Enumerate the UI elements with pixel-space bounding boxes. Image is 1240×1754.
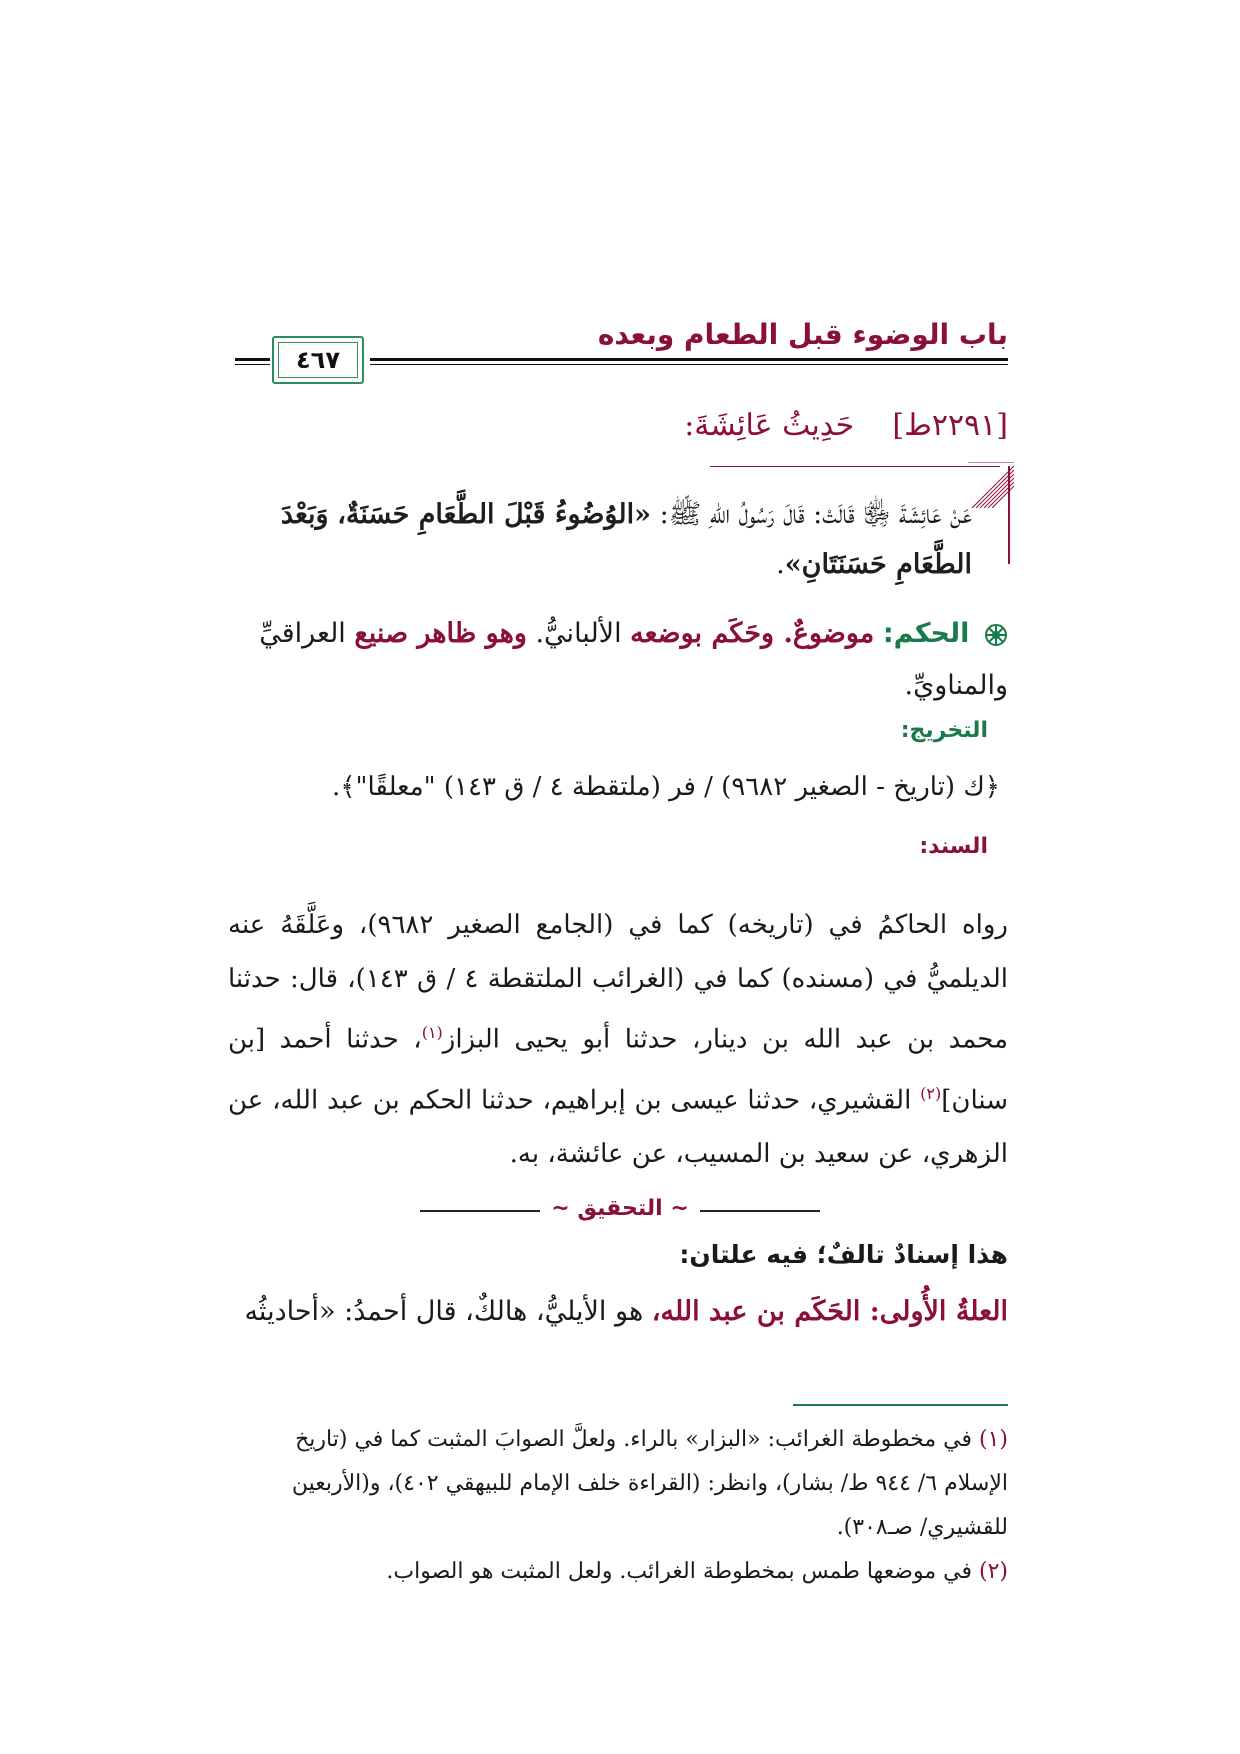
tahqiq-intro: هذا إسنادٌ تالفٌ؛ فيه علتان:	[679, 1240, 1008, 1269]
footnote-2	[228, 1550, 1008, 1594]
hadith-number: [٢٢٩١ط]	[892, 408, 1008, 443]
footnote-marker-1[interactable]: (١)	[421, 1023, 443, 1042]
footnote-number: (١)	[978, 1427, 1008, 1452]
ornament-left-icon: ~	[670, 1196, 689, 1221]
footnote-text: في مخطوطة الغرائب: «البزار» بالراء. ولعلَّ الصوابَ المثبت كما في (تاريخ الإسلام ٦/ ٩٤٤ ط/ بشار)، وانظر: (القراءة خلف الإمام للبيهقي ٤٠٢)، و(الأربعين للقشيري/ صـ٣٠٨).	[291, 1427, 1008, 1540]
footnote-marker-2[interactable]: (٢)	[920, 1083, 942, 1103]
footnote-text: في موضعها طمس بمخطوطة الغرائب. ولعل المثبت هو الصواب.	[386, 1559, 972, 1584]
divider-label: ~ التحقيق ~	[551, 1196, 689, 1221]
footnote-number: (٢)	[978, 1559, 1008, 1584]
header-rule-left	[235, 358, 270, 361]
hadith-intro: عَنْ عَائِشَةَ ﵂ قَالَتْ: قَالَ رَسُولُ اللهِ ﷺ:	[659, 499, 972, 530]
ruling-part3: وهو ظاهر صنيع	[354, 618, 527, 649]
page-number: ٤٦٧	[278, 342, 358, 378]
ruling-part1: موضوعٌ. وحَكَم بوضعه	[630, 618, 875, 649]
tahqiq-illa	[228, 1286, 1008, 1338]
tahqiq-divider	[420, 1196, 820, 1226]
ruling-part4: العراقيِّ والمناويِّ.	[259, 618, 1008, 701]
footnote-separator	[793, 1404, 1008, 1406]
sanad-part2: ، حدثنا أحمد [بن سنان]	[228, 1024, 1008, 1116]
hadith-end: .	[776, 549, 785, 580]
sanad-text	[228, 898, 1008, 1181]
ruling-label: الحكم:	[882, 618, 970, 649]
sanad-part3: القشيري، حدثنا عيسى بن إبراهيم، حدثنا الحكم بن عبد الله، عن الزهري، عن سعيد بن المسيب، عن عائشة، به.	[228, 1085, 1008, 1170]
flower-ornament-icon	[984, 623, 1008, 647]
sanad-label: السند:	[919, 834, 988, 859]
hadith-title: حَدِيثُ عَائِشَةَ:	[684, 408, 855, 443]
header-rule-left-thin	[235, 364, 270, 365]
takhrij-label: التخريج:	[900, 718, 988, 743]
hadith-box-top-rule	[710, 466, 1000, 467]
footnotes	[228, 1418, 1008, 1594]
ruling-part2: الألبانيُّ.	[535, 618, 622, 649]
takhrij-text: ﴿ك (تاريخ - الصغير ٩٦٨٢) / فر (ملتقطة ٤ / ق ١٤٣) "معلقًا"﴾.	[332, 772, 1000, 802]
ornament-right-icon: ~	[551, 1196, 570, 1221]
chapter-title: باب الوضوء قبل الطعام وبعده	[597, 318, 1008, 351]
header-rule-thin	[370, 364, 1008, 365]
sanad-part1: رواه الحاكمُ في (تاريخه) كما في (الجامع الصغير ٩٦٨٢)، وعَلَّقَهُ عنه الديلميُّ في (مسنده) كما في (الغرائب الملتقطة ٤ / ق ١٤٣)، قال: حدثنا محمد بن عبد الله بن دينار، حدثنا أبو يحيى البزاز	[228, 910, 1008, 1055]
hadith-text	[230, 490, 972, 590]
header-rule	[370, 358, 1008, 361]
ruling	[230, 608, 1008, 712]
page-number-badge	[272, 336, 364, 384]
footnote-1	[228, 1418, 1008, 1550]
illa-label: العلةُ الأُولى: الحَكَم بن عبد الله،	[651, 1296, 1008, 1327]
hadith-heading	[684, 408, 1008, 443]
illa-text: هو الأيليُّ، هالكٌ، قال أحمدُ: «أحاديثُه	[244, 1296, 652, 1327]
hadith-quote-1: «الوُضُوءُ قَبْلَ الطَّعَامِ حَسَنَةٌ،	[337, 499, 651, 530]
hadith-quote-2: وَبَعْدَ الطَّعَامِ حَسَنَتَانِ»	[280, 499, 972, 580]
corner-ornament-icon	[968, 462, 1014, 508]
